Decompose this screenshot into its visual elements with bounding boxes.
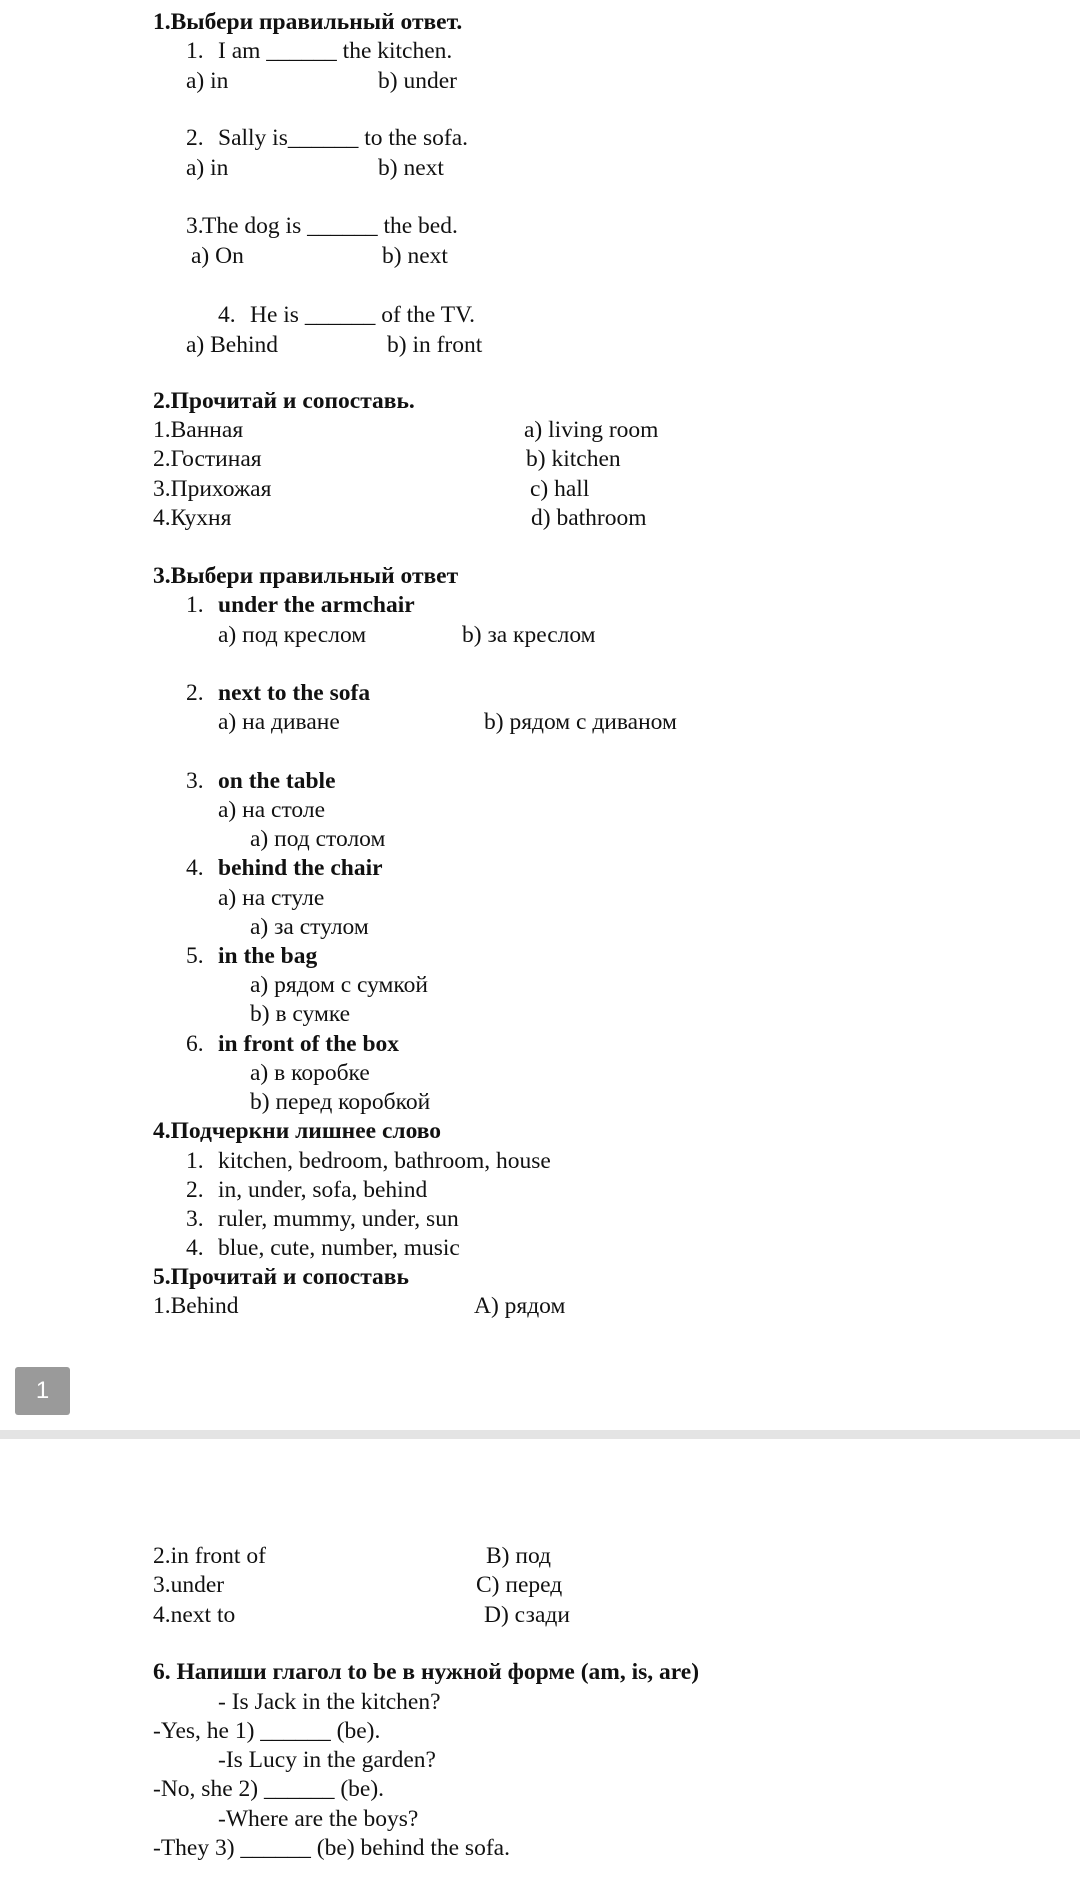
- task2-title: 2.Прочитай и сопоставь.: [153, 388, 415, 414]
- task1-item-3-number: 3.: [186, 213, 204, 239]
- task5-right-c: С) перед: [476, 1572, 563, 1598]
- task2-left-2: 2.Гостиная: [153, 446, 262, 472]
- task5-left-3: 3.under: [153, 1572, 225, 1598]
- task3-item-4-option-b: a) за стулом: [250, 914, 369, 940]
- task1-item-4-option-a: a) Behind: [186, 332, 279, 358]
- task3-item-5-option-a: a) рядом с сумкой: [250, 972, 428, 998]
- task3-title: 3.Выбери правильный ответ: [153, 563, 459, 589]
- task4-title: 4.Подчеркни лишнее слово: [153, 1118, 442, 1144]
- task1-item-3-text: The dog is ______ the bed.: [202, 213, 458, 239]
- task3-item-2-number: 2.: [186, 680, 204, 706]
- task3-item-3-number: 3.: [186, 768, 204, 794]
- task5-title: 5.Прочитай и сопоставь: [153, 1264, 409, 1290]
- task1-item-1-text: I am ______ the kitchen.: [218, 38, 453, 64]
- task3-item-4-phrase: behind the chair: [218, 855, 383, 881]
- task1-item-4-number: 4.: [218, 302, 236, 328]
- task4-item-3-text: ruler, mummy, under, sun: [218, 1206, 459, 1232]
- task3-item-4-option-a: а) на стуле: [218, 885, 325, 911]
- task6-line-3: -Is Lucy in the garden?: [218, 1747, 436, 1773]
- task1-item-2-option-b: b) next: [378, 155, 444, 181]
- task1-item-3-option-b: b) next: [382, 243, 448, 269]
- task4-item-1-number: 1.: [186, 1148, 204, 1174]
- task6-line-2: -Yes, he 1) ______ (be).: [153, 1718, 381, 1744]
- task1-title: 1.Выбери правильный ответ.: [153, 9, 463, 35]
- task1-item-4-option-b: b) in front: [387, 332, 483, 358]
- task3-item-2-option-b: b) рядом с диваном: [484, 709, 677, 735]
- task1-item-2-option-a: a) in: [186, 155, 229, 181]
- task6-title: 6. Напиши глагол to be в нужной форме (am, is, are): [153, 1659, 700, 1685]
- task2-left-3: 3.Прихожая: [153, 476, 272, 502]
- task2-left-4: 4.Кухня: [153, 505, 232, 531]
- task2-right-b: b) kitchen: [526, 446, 621, 472]
- task4-item-4-text: blue, cute, number, music: [218, 1235, 460, 1261]
- task1-item-4-text: He is ______ of the TV.: [250, 302, 475, 328]
- task1-item-3-option-a: a) On: [191, 243, 244, 269]
- task3-item-3-option-a: а) на столе: [218, 797, 326, 823]
- task1-item-2-text: Sally is______ to the sofa.: [218, 125, 468, 151]
- task4-item-2-text: in, under, sofa, behind: [218, 1177, 428, 1203]
- task4-item-2-number: 2.: [186, 1177, 204, 1203]
- task5-right-d: D) сзади: [484, 1602, 570, 1628]
- task3-item-1-phrase: under the armchair: [218, 592, 415, 618]
- task3-item-6-option-a: a) в коробке: [250, 1060, 370, 1086]
- task2-right-a: a) living room: [524, 417, 659, 443]
- task2-right-d: d) bathroom: [531, 505, 647, 531]
- task1-item-1-number: 1.: [186, 38, 204, 64]
- task5-right-a: А) рядом: [474, 1293, 566, 1319]
- task4-item-1-text: kitchen, bedroom, bathroom, house: [218, 1148, 551, 1174]
- task3-item-3-option-b: a) под столом: [250, 826, 386, 852]
- task3-item-5-number: 5.: [186, 943, 204, 969]
- task6-line-4: -No, she 2) ______ (be).: [153, 1776, 385, 1802]
- task3-item-2-phrase: next to the sofa: [218, 680, 371, 706]
- page-number-badge: 1: [15, 1367, 70, 1415]
- task4-item-3-number: 3.: [186, 1206, 204, 1232]
- task3-item-5-phrase: in the bag: [218, 943, 318, 969]
- task6-line-6: -They 3) ______ (be) behind the sofa.: [153, 1835, 510, 1861]
- task3-item-6-phrase: in front of the box: [218, 1031, 400, 1057]
- task5-left-4: 4.next to: [153, 1602, 236, 1628]
- task3-item-1-option-b: b) за креслом: [462, 622, 596, 648]
- task5-left-2: 2.in front of: [153, 1543, 266, 1569]
- task3-item-2-option-a: а) на диване: [218, 709, 340, 735]
- task1-item-2-number: 2.: [186, 125, 204, 151]
- task3-item-1-option-a: a) под креслом: [218, 622, 367, 648]
- task6-line-5: -Where are the boys?: [218, 1806, 419, 1832]
- task3-item-4-number: 4.: [186, 855, 204, 881]
- task3-item-5-option-b: b) в сумке: [250, 1001, 351, 1027]
- task2-left-1: 1.Ванная: [153, 417, 244, 443]
- page-divider: [0, 1430, 1080, 1439]
- task4-item-4-number: 4.: [186, 1235, 204, 1261]
- task5-right-b: В) под: [486, 1543, 551, 1569]
- task1-item-1-option-a: a) in: [186, 68, 229, 94]
- task3-item-6-option-b: b) перед коробкой: [250, 1089, 431, 1115]
- task6-line-1: - Is Jack in the kitchen?: [218, 1689, 441, 1715]
- task3-item-1-number: 1.: [186, 592, 204, 618]
- task1-item-1-option-b: b) under: [378, 68, 457, 94]
- task2-right-c: c) hall: [530, 476, 590, 502]
- task5-left-1: 1.Behind: [153, 1293, 239, 1319]
- task3-item-3-phrase: on the table: [218, 768, 336, 794]
- task3-item-6-number: 6.: [186, 1031, 204, 1057]
